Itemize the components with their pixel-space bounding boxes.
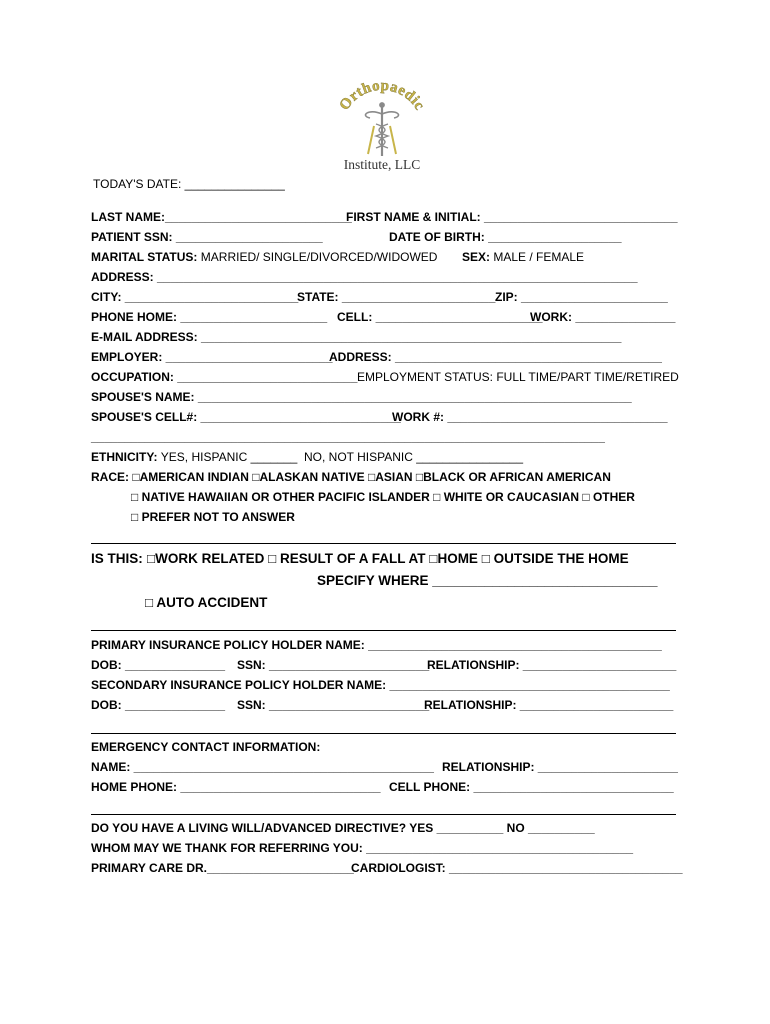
logo-bottom-text: Institute, LLC: [343, 157, 421, 172]
spouse-name-field[interactable]: SPOUSE'S NAME: _________________________________________________________________: [91, 390, 632, 404]
secondary-insurance-holder-field[interactable]: SECONDARY INSURANCE POLICY HOLDER NAME: __________________________________________: [91, 678, 670, 692]
section-divider-line: _____________________________________________________________________________: [91, 430, 605, 444]
divider-rule: [91, 630, 676, 631]
race-options-line-2[interactable]: □ NATIVE HAWAIIAN OR OTHER PACIFIC ISLANDER □ WHITE OR CAUCASIAN □ OTHER: [131, 490, 635, 504]
race-options-line-1[interactable]: □AMERICAN INDIAN □ALASKAN NATIVE □ASIAN □BLACK OR AFRICAN AMERICAN: [132, 470, 611, 484]
specify-where-field[interactable]: SPECIFY WHERE ______________________________: [317, 573, 658, 588]
emergency-contact-heading: EMERGENCY CONTACT INFORMATION:: [91, 740, 321, 754]
orthopaedic-institute-logo: [330, 78, 434, 174]
marital-sex-row: [91, 249, 681, 265]
divider-rule: [91, 543, 676, 544]
first-name-field[interactable]: FIRST NAME & INITIAL: _____________________________: [346, 210, 678, 224]
spouse-work-field[interactable]: WORK #: _________________________________: [392, 410, 668, 424]
emergency-cell-phone-field[interactable]: CELL PHONE: ______________________________: [389, 780, 674, 794]
spouse-phone-row: [91, 409, 681, 425]
race-row-1: [91, 469, 681, 485]
date-of-birth-field[interactable]: DATE OF BIRTH: ____________________: [389, 230, 622, 244]
emergency-phone-row: [91, 779, 681, 795]
physicians-row: [91, 860, 681, 876]
race-label: RACE:: [91, 470, 129, 484]
emergency-name-field[interactable]: NAME: _____________________________________________: [91, 760, 434, 774]
emergency-home-phone-field[interactable]: HOME PHONE: ______________________________: [91, 780, 381, 794]
patient-name-row: [91, 209, 681, 225]
last-name-field[interactable]: LAST NAME:____________________________: [91, 210, 352, 224]
patient-ssn-field[interactable]: PATIENT SSN: ______________________: [91, 230, 323, 244]
work-phone-field[interactable]: WORK: _______________: [530, 310, 676, 324]
caduceus-icon: [366, 103, 399, 156]
city-field[interactable]: CITY: __________________________: [91, 290, 299, 304]
secondary-ssn-field[interactable]: SSN: ________________________: [237, 698, 430, 712]
phone-row: [91, 309, 681, 325]
divider-rule: [91, 733, 676, 734]
primary-ssn-field[interactable]: SSN: ________________________: [237, 658, 430, 672]
city-state-zip-row: [91, 289, 681, 305]
ethnicity-label: ETHNICITY:: [91, 450, 158, 464]
primary-care-dr-field[interactable]: PRIMARY CARE DR.______________________: [91, 861, 354, 875]
ssn-dob-row: [91, 229, 681, 245]
sex-label: SEX:: [462, 250, 491, 264]
state-field[interactable]: STATE: _______________________: [297, 290, 496, 304]
is-this-label: IS THIS:: [91, 551, 143, 566]
employer-row: [91, 349, 681, 365]
spouse-cell-field[interactable]: SPOUSE'S CELL#: ______________________________: [91, 410, 401, 424]
address-field[interactable]: ADDRESS: ________________________________________________________________________: [91, 270, 638, 284]
ethnicity-yes-option[interactable]: YES, HISPANIC _______: [160, 450, 298, 464]
occupation-row: [91, 369, 681, 385]
primary-dob-field[interactable]: DOB: _______________: [91, 658, 226, 672]
marital-status-options[interactable]: MARRIED/ SINGLE/DIVORCED/WIDOWED: [200, 250, 438, 264]
employer-field[interactable]: EMPLOYER: _________________________: [91, 350, 333, 364]
injury-row: [91, 551, 681, 567]
cardiologist-field[interactable]: CARDIOLOGIST: ___________________________________: [351, 861, 683, 875]
secondary-insurance-details-row: [91, 697, 681, 713]
ethnicity-no-option[interactable]: NO, NOT HISPANIC ________________: [304, 450, 524, 464]
living-will-field[interactable]: DO YOU HAVE A LIVING WILL/ADVANCED DIRECTIVE? YES __________ NO __________: [91, 821, 595, 835]
divider-rule: [91, 814, 676, 815]
zip-field[interactable]: ZIP: ______________________: [495, 290, 668, 304]
todays-date-field[interactable]: TODAY'S DATE: _______________: [93, 177, 285, 191]
emergency-relationship-field[interactable]: RELATIONSHIP: _____________________: [442, 760, 678, 774]
secondary-dob-field[interactable]: DOB: _______________: [91, 698, 226, 712]
sex-options[interactable]: MALE / FEMALE: [493, 250, 585, 264]
referral-field[interactable]: WHOM MAY WE THANK FOR REFERRING YOU: ________________________________________: [91, 841, 634, 855]
email-field[interactable]: E-MAIL ADDRESS: _______________________________________________________________: [91, 330, 622, 344]
secondary-relationship-field[interactable]: RELATIONSHIP: _______________________: [424, 698, 674, 712]
cell-field[interactable]: CELL: _________________________: [337, 310, 543, 324]
occupation-field[interactable]: OCCUPATION: ___________________________: [91, 370, 358, 384]
primary-relationship-field[interactable]: RELATIONSHIP: _______________________: [427, 658, 677, 672]
auto-accident-option[interactable]: □ AUTO ACCIDENT: [145, 595, 268, 610]
phone-home-field[interactable]: PHONE HOME: ______________________: [91, 310, 328, 324]
marital-status-label: MARITAL STATUS:: [91, 250, 198, 264]
employment-status-field[interactable]: EMPLOYMENT STATUS: FULL TIME/PART TIME/RETIRED: [357, 370, 679, 384]
primary-insurance-holder-field[interactable]: PRIMARY INSURANCE POLICY HOLDER NAME: ____________________________________________: [91, 638, 662, 652]
primary-insurance-details-row: [91, 657, 681, 673]
emergency-name-row: [91, 759, 681, 775]
svg-text:Orthopaedic: Orthopaedic: [336, 78, 428, 114]
injury-options[interactable]: □WORK RELATED □ RESULT OF A FALL AT □HOME □ OUTSIDE THE HOME: [147, 551, 629, 566]
ethnicity-row: [91, 449, 681, 465]
employer-address-field[interactable]: ADDRESS: ________________________________________: [329, 350, 662, 364]
race-options-line-3[interactable]: □ PREFER NOT TO ANSWER: [131, 510, 295, 524]
